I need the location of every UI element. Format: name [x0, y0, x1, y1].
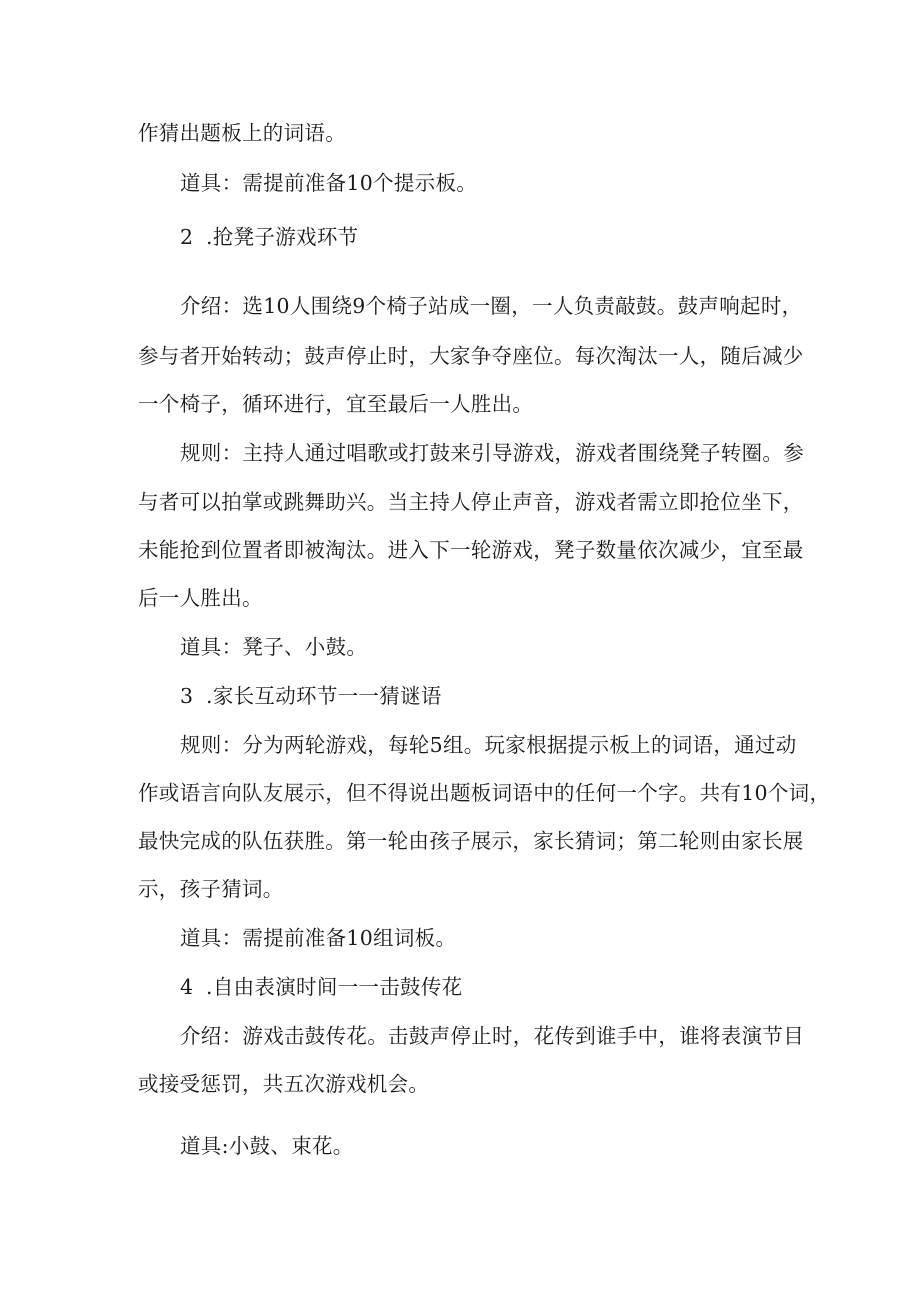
paragraph-line: 示，孩子猜词。	[138, 877, 284, 901]
section-title: .抢凳子游戏环节	[206, 225, 359, 249]
section-number: 4	[180, 975, 194, 999]
props-line: 道具：需提前准备10组词板。	[180, 926, 457, 950]
paragraph-line: 参与者开始转动；鼓声停止时，大家争夺座位。每次淘汰一人，随后减少	[138, 344, 804, 368]
rules-line: 规则：分为两轮游戏，每轮5组。玩家根据提示板上的词语，通过动	[180, 733, 797, 757]
paragraph-line: 或接受惩罚，共五次游戏机会。	[138, 1072, 430, 1096]
section-number: 2	[180, 225, 194, 249]
section-number: 3	[180, 684, 194, 708]
rules-line: 规则：主持人通过唱歌或打鼓来引导游戏，游戏者围绕凳子转圈。参	[180, 441, 804, 465]
section-heading-2	[180, 217, 840, 257]
props-line: 道具:小鼓、束花。	[180, 1134, 354, 1158]
props-line: 道具：需提前准备10个提示板。	[180, 171, 478, 195]
section-title: .家长互动环节一一猜谜语	[206, 684, 442, 708]
paragraph-line: 未能抢到位置者即被淘汰。进入下一轮游戏，凳子数量依次减少，宜至最	[138, 538, 804, 562]
intro-line: 介绍：游戏击鼓传花。击鼓声停止时，花传到谁手中，谁将表演节目	[180, 1024, 804, 1048]
paragraph-line: 作或语言向队友展示，但不得说出题板词语中的任何一个字。共有10个词，	[138, 781, 831, 805]
section-heading-3	[180, 676, 840, 716]
section-heading-4	[180, 967, 840, 1007]
props-line: 道具：凳子、小鼓。	[180, 635, 368, 659]
paragraph-line: 与者可以拍掌或跳舞助兴。当主持人停止声音，游戏者需立即抢位坐下，	[138, 490, 804, 514]
paragraph-line: 作猜出题板上的词语。	[138, 121, 346, 145]
paragraph-line: 一个椅子，循环进行，宜至最后一人胜出。	[138, 392, 534, 416]
paragraph-line: 最快完成的队伍获胜。第一轮由孩子展示，家长猜词；第二轮则由家长展	[138, 829, 804, 853]
section-title: .自由表演时间一一击鼓传花	[206, 975, 463, 999]
paragraph-line: 后一人胜出。	[138, 586, 263, 610]
intro-line: 介绍：选10人围绕9个椅子站成一圈，一人负责敲鼓。鼓声响起时，	[180, 294, 803, 318]
